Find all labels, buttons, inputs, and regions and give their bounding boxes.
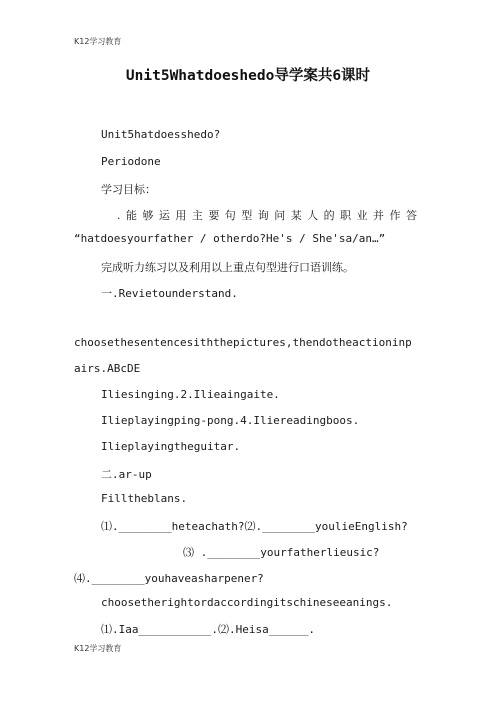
- period-label: Periodone: [101, 155, 161, 168]
- section-two-heading: 二.ar-up: [101, 468, 152, 481]
- objective-line-2: “hatdoesyourfather / otherdo?He's / She'sa/an…”: [74, 232, 386, 245]
- objectives-heading: 学习目标：: [101, 183, 156, 196]
- unit-subtitle: Unit5hatdoesshedo?: [101, 128, 221, 141]
- page-header: K12学习教育: [74, 37, 122, 46]
- sentence-line-3: Ilieplayingtheguitar.: [101, 440, 241, 453]
- section-one-heading: 一.Revietounderstand.: [101, 287, 238, 300]
- objective-line-1: .能够运用主要句型询问某人的职业并作答: [117, 209, 420, 222]
- fill-blanks-heading: Filltheblans.: [101, 492, 188, 505]
- blank-line-4: ⑴.Iaa___________.⑵.Heisa______.: [101, 623, 316, 636]
- blank-line-3: ⑷.________youhaveasharpener?: [74, 572, 264, 585]
- sentence-line-1: Iliesinging.2.Ilieaingaite.: [101, 388, 280, 401]
- objective-line-3: 完成听力练习以及利用以上重点句型进行口语训练。: [101, 261, 354, 274]
- page-footer: K12学习教育: [74, 644, 122, 653]
- blank-line-2: ⑶ .________yourfatherlieusic?: [183, 546, 380, 559]
- blank-line-1: ⑴.________heteachath?⑵.________youlieEnglish?: [101, 520, 408, 533]
- sentence-line-2: Ilieplayingping-pong.4.Iliereadingboos.: [101, 414, 360, 427]
- instruction-line-1: choosethesentencesiththepictures,thendotheactioninp: [74, 336, 412, 349]
- document-title: Unit5Whatdoeshedo导学案共6课时: [125, 68, 371, 84]
- choose-word-heading: choosetherightordaccordingitschineseeanings.: [101, 596, 393, 609]
- instruction-line-2: airs.ABcDE: [74, 362, 141, 375]
